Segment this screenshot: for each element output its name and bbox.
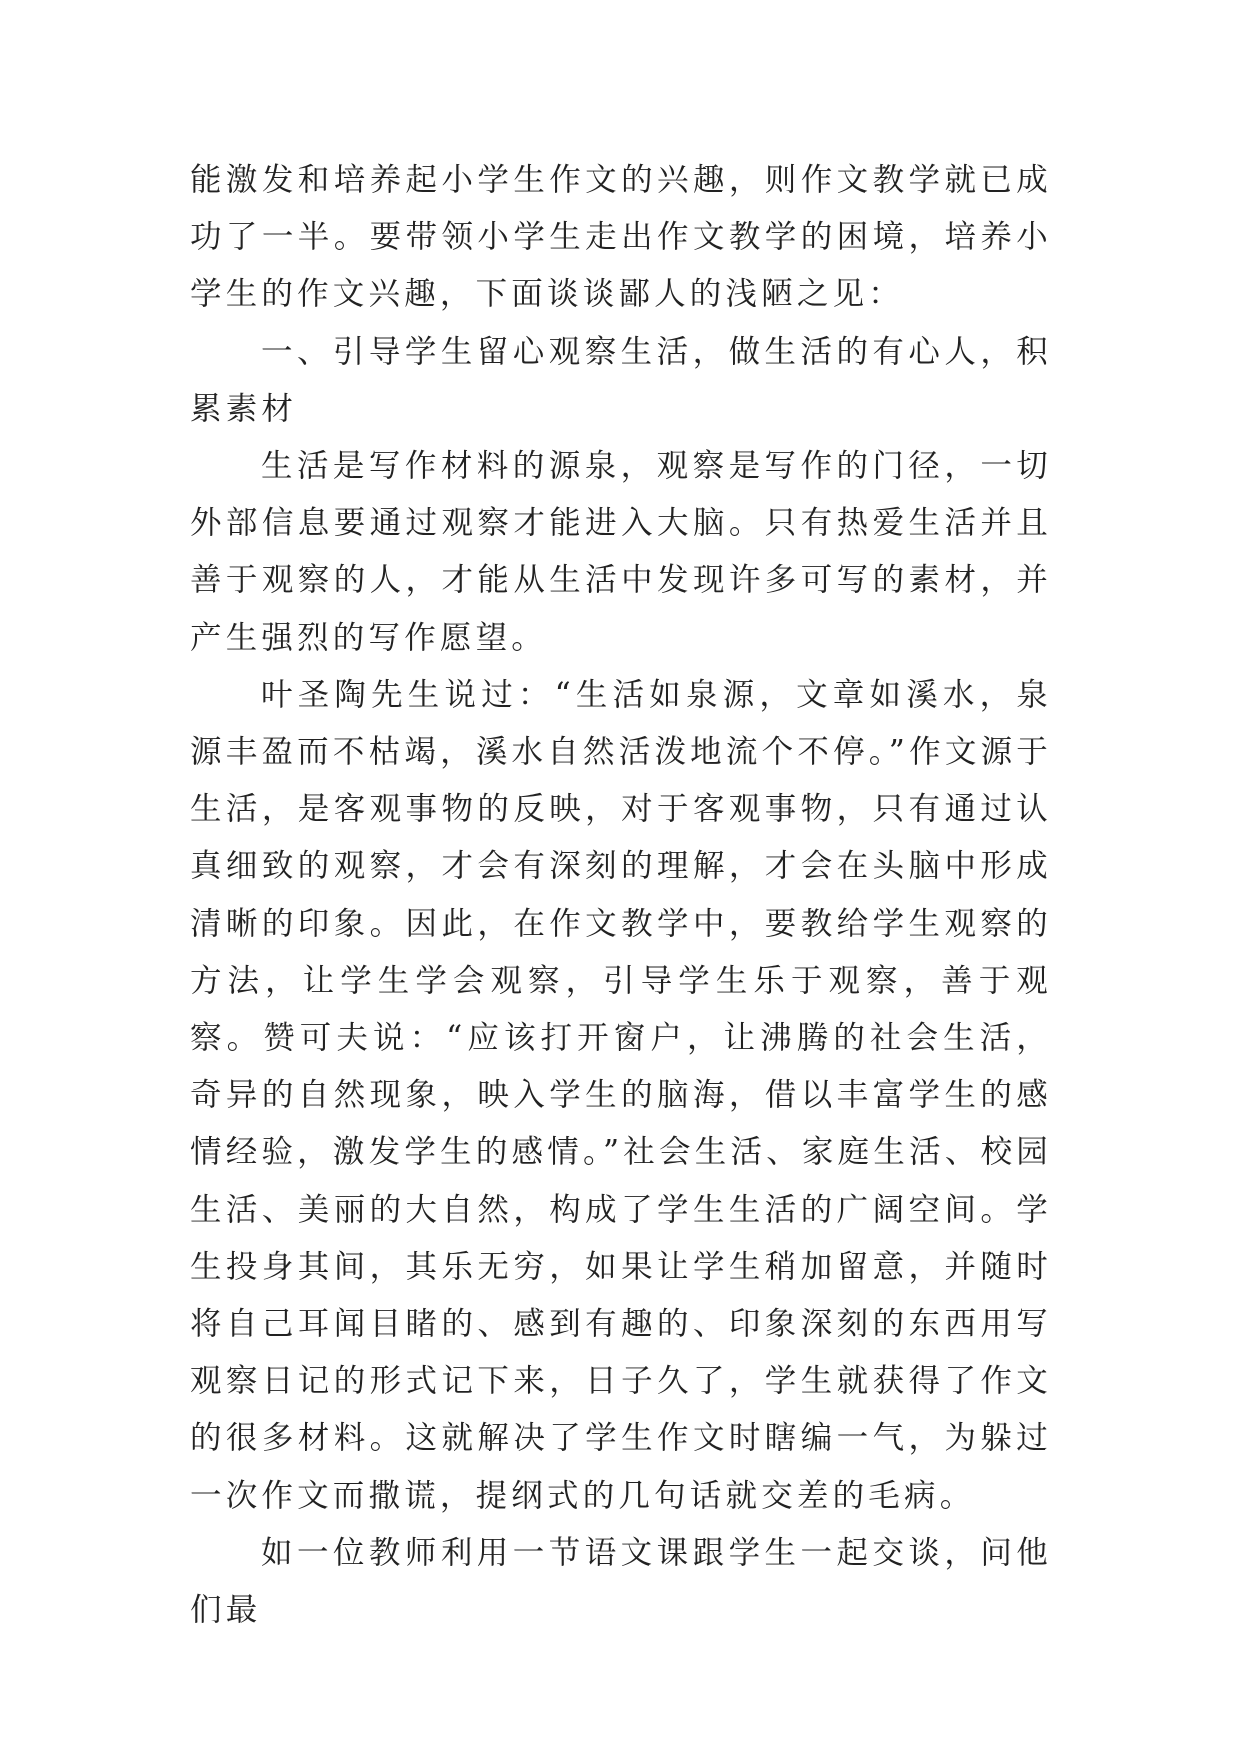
body-text (190, 152, 1052, 1639)
paragraph: 生活是写作材料的源泉，观察是写作的门径，一切外部信息要通过观察才能进入大脑。只有热爱生活并且善于观察的人，才能从生活中发现许多可写的素材，并产生强烈的写作愿望。 (190, 448, 1052, 656)
section-heading: 一、引导学生留心观察生活，做生活的有心人，积累素材 (190, 333, 1052, 427)
paragraph-continuation: 能激发和培养起小学生作文的兴趣，则作文教学就已成功了一半。要带领小学生走出作文教学的困境，培养小学生的作文兴趣，下面谈谈鄙人的浅陋之见： (190, 162, 1052, 313)
paragraph: 叶圣陶先生说过：“生活如泉源，文章如溪水，泉源丰盈而不枯竭，溪水自然活泼地流个不停。”作文源于生活，是客观事物的反映，对于客观事物，只有通过认真细致的观察，才会有深刻的理解，才会在头脑中形成清晰的印象。因此，在作文教学中，要教给学生观察的方法，让学生学会观察，引导学生乐于观察，善于观察。赞可夫说：“应该打开窗户，让沸腾的社会生活，奇异的自然现象，映入学生的脑海，借以丰富学生的感情经验，激发学生的感情。”社会生活、家庭生活、校园生活、美丽的大自然，构成了学生生活的广阔空间。学生投身其间，其乐无穷，如果让学生稍加留意，并随时将自己耳闻目睹的、感到有趣的、印象深刻的东西用写观察日记的形式记下来，日子久了，学生就获得了作文的很多材料。这就解决了学生作文时瞎编一气，为躲过一次作文而撒谎，提纲式的几句话就交差的毛病。 (190, 676, 1052, 1514)
paragraph: 如一位教师利用一节语文课跟学生一起交谈，问他们最 (190, 1534, 1052, 1629)
